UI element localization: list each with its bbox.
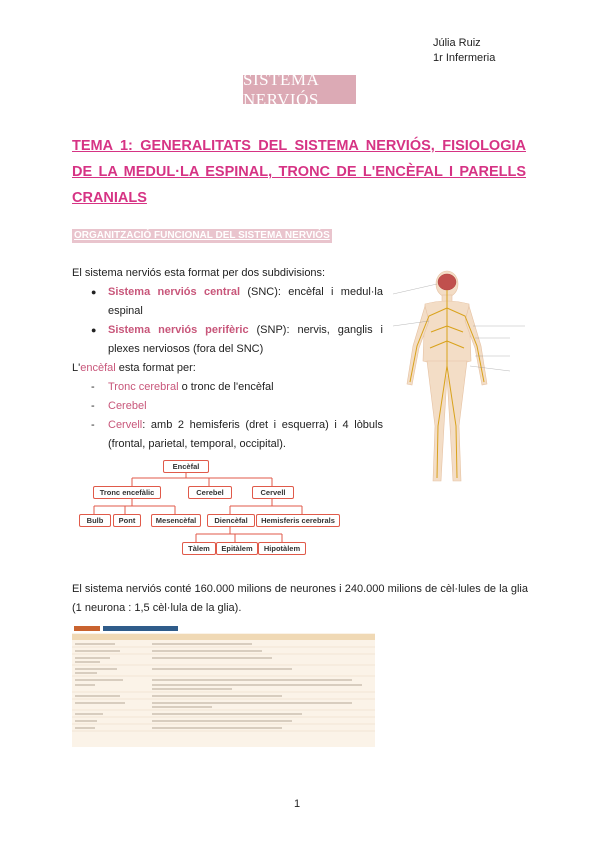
list-item bbox=[91, 283, 383, 321]
list-item-term: Cervell bbox=[108, 419, 143, 431]
diagram-node-tronc: Tronc encefàlic bbox=[93, 486, 161, 499]
diagram-node-hipotalem: Hipotàlem bbox=[258, 542, 306, 555]
bullet-icon: ● bbox=[91, 325, 97, 335]
diagram-node-encefal: Encèfal bbox=[163, 460, 209, 473]
list-item-term: Cerebel bbox=[108, 400, 147, 412]
list-item bbox=[91, 378, 383, 397]
encefal-term: encèfal bbox=[80, 362, 116, 374]
list-item-term: Tronc cerebral bbox=[108, 381, 179, 393]
encefal-post: esta format per: bbox=[115, 362, 196, 374]
list-item-text: (SNP): nervis, ganglis i plexes nerviosos (fora del SNC) bbox=[108, 324, 383, 355]
section-subheading: ORGANITZACIÓ FUNCIONAL DEL SISTEMA NERVIÓS bbox=[74, 230, 330, 241]
list-item-text: (SNC): encèfal i medul·la espinal bbox=[108, 286, 383, 317]
page-title: TEMA 1: GENERALITATS DEL SISTEMA NERVIÓS, FISIOLOGIA DE LA MEDUL·LA ESPINAL, TRONC DE L'ENCÈFAL I PARELLS CRANIALS bbox=[72, 138, 526, 206]
author-course: 1r Infermeria bbox=[433, 52, 496, 64]
encefal-intro bbox=[72, 359, 372, 378]
diagram-node-hemisferis: Hemisferis cerebrals bbox=[256, 514, 340, 527]
diagram-node-talem: Tàlem bbox=[182, 542, 216, 555]
dash-marker: - bbox=[91, 400, 95, 412]
dash-marker: - bbox=[91, 419, 95, 431]
diagram-node-epitalem: Epitàlem bbox=[216, 542, 258, 555]
diagram-node-bulb: Bulb bbox=[79, 514, 111, 527]
list-item-text: : amb 2 hemisferis (dret i esquerra) i 4 lòbuls (frontal, parietal, temporal, occipital). bbox=[108, 419, 383, 450]
diagram-node-diencefal: Diencèfal bbox=[207, 514, 255, 527]
diagram-node-mesencefal: Mesencèfal bbox=[151, 514, 201, 527]
title-banner: SISTEMA NERVIÓS bbox=[243, 75, 356, 104]
neurons-paragraph: El sistema nerviós conté 160.000 milions de neurones i 240.000 milions de cèl·lules de la glia (1 neurona : 1,5 cèl·lula de la glia). bbox=[72, 583, 528, 614]
terminology-table-image bbox=[72, 624, 375, 747]
list-item bbox=[91, 321, 383, 359]
list-item-term: Sistema nerviós perifèric bbox=[108, 324, 249, 336]
list-item bbox=[91, 397, 383, 416]
encefal-pre: L' bbox=[72, 362, 81, 374]
author-name: Júlia Ruiz bbox=[433, 37, 481, 49]
list-item-term: Sistema nerviós central bbox=[108, 286, 241, 298]
diagram-node-cerebel: Cerebel bbox=[188, 486, 232, 499]
diagram-node-pont: Pont bbox=[113, 514, 141, 527]
bullet-icon: ● bbox=[91, 287, 97, 297]
intro-text: El sistema nerviós esta format per dos subdivisions: bbox=[72, 267, 326, 279]
author-block bbox=[433, 36, 495, 66]
diagram-node-cervell: Cervell bbox=[252, 486, 294, 499]
nervous-system-illustration bbox=[385, 266, 528, 493]
dash-marker: - bbox=[91, 381, 95, 393]
list-item bbox=[91, 416, 383, 454]
list-item-text: o tronc de l'encèfal bbox=[178, 381, 274, 393]
page-number: 1 bbox=[294, 798, 301, 810]
